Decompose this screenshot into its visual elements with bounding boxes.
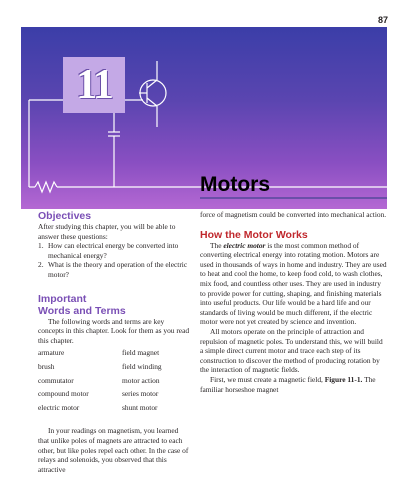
key-term-electric-motor: electric motor — [223, 240, 266, 250]
motor-paragraph-2: All motors operate on the principle of attraction and repulsion of magnetic poles. To understand this, we will build a simple direct current motor and trace each step of its construction to discover the method of producing rotation by the interaction of magnetic fields. — [200, 326, 383, 375]
term-item: armature — [38, 348, 65, 358]
chapter-number-box — [63, 57, 125, 113]
term-item: series motor — [122, 389, 159, 399]
objectives-intro: After studying this chapter, you will be able to answer these questions: — [38, 222, 176, 241]
page-number: 87 — [377, 15, 388, 25]
title-rule — [200, 197, 387, 199]
term-item: commutator — [38, 375, 74, 385]
chapter-number: 11 — [76, 62, 112, 108]
term-item: motor action — [122, 375, 160, 385]
term-item: field magnet — [122, 348, 160, 358]
objective-item: 2. What is the theory and operation of the electric motor? — [38, 260, 188, 279]
objectives-heading: Objectives — [38, 210, 92, 222]
term-item: field winding — [122, 361, 162, 371]
how-motor-works-heading: How the Motor Works — [200, 228, 308, 241]
objectives-list — [38, 241, 190, 279]
left-column — [38, 210, 190, 474]
term-item: brush — [38, 361, 55, 371]
term-item: electric motor — [38, 402, 80, 412]
terms-intro: The following words and terms are key concepts in this chapter. Look for them as you read this chapter. — [38, 316, 190, 345]
continuation-paragraph: force of magnetism could be converted into mechanical action. — [200, 210, 387, 219]
right-column — [200, 210, 387, 394]
term-item: compound motor — [38, 389, 89, 399]
motor-paragraph-3: First, we must create a magnetic field, Figure 11-1. The familiar horseshoe magnet — [200, 374, 376, 394]
term-item: shunt motor — [122, 402, 158, 412]
objective-item: 1. How can electrical energy be converted into mechanical energy? — [38, 241, 179, 260]
figure-reference: Figure 11-1. — [324, 374, 363, 384]
terms-list — [38, 348, 190, 412]
terms-heading: Important Words and Terms — [38, 292, 126, 317]
magnetism-paragraph: In your readings on magnetism, you learned that unlike poles of magnets are attracted to each other, but like poles repel each other. In the case of relays and solenoids, you observed that this attractive — [38, 426, 189, 474]
chapter-title: Motors — [200, 173, 270, 196]
motor-paragraph-1: The electric motor is the most common method of converting electrical energy into rotating motion. Motors are used in thousands of ways in home and industry. They are used to heat and cool the home, to keep food cold, to wash clothes, mix food, and countless other uses. They are used in industry to provide power for cutting, shaping, and finishing materials into useful products. Our life would be a hard life and our standards of living would be much different, if the electric motor were not yet created by science and invention. — [200, 240, 387, 327]
